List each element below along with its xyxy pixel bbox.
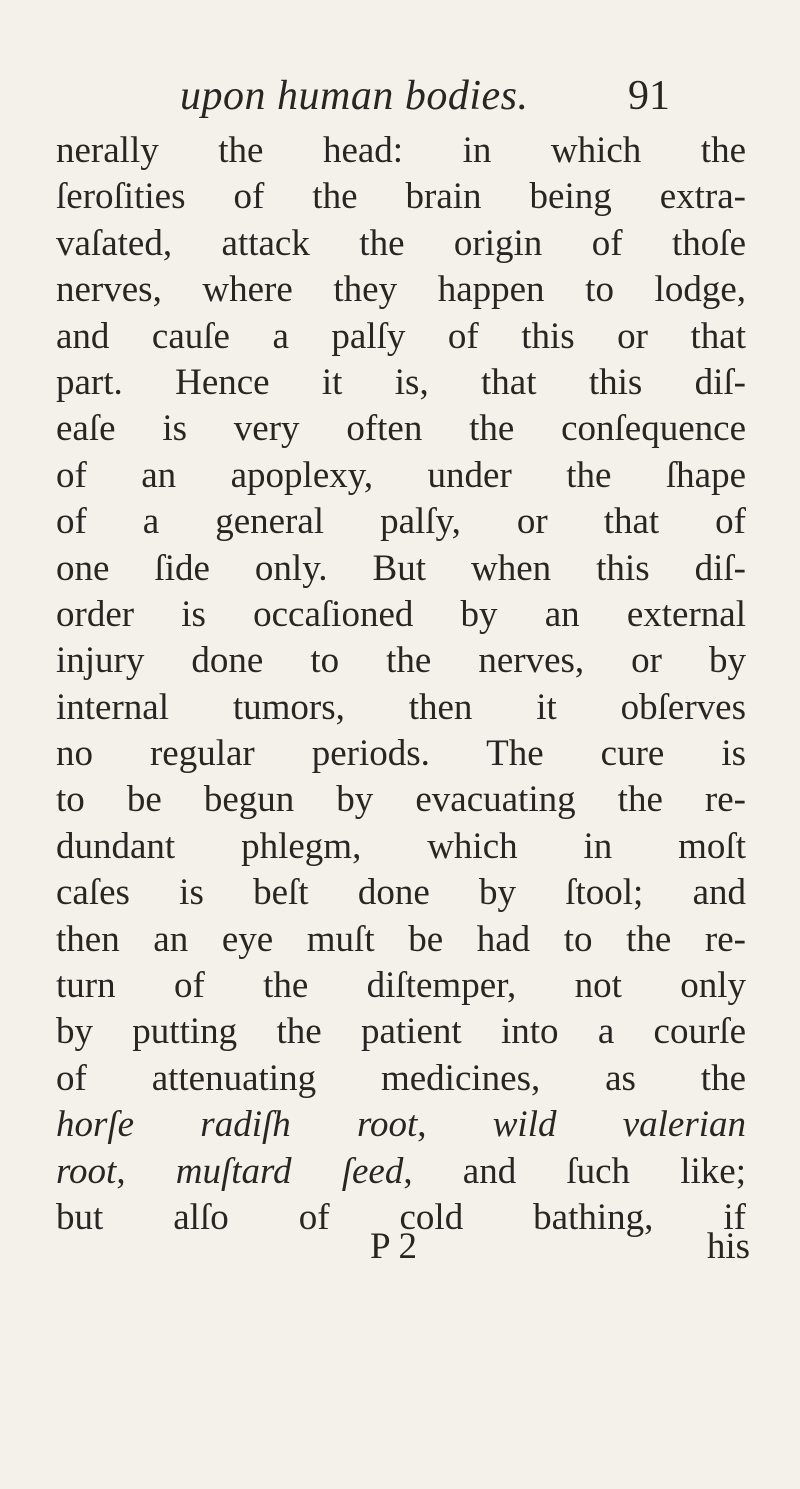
text-line: but alſo of cold bathing, if xyxy=(56,1196,746,1238)
text-line: and cauſe a palſy of this or that xyxy=(56,315,746,357)
italic-term: root xyxy=(56,1150,117,1192)
text-line: nerves, where they happen to lodge, xyxy=(56,269,746,311)
text-line: to be begun by evacuating the re- xyxy=(56,779,746,821)
signature-mark: P 2 xyxy=(370,1226,417,1267)
text-line: turn of the diſtemper, not only xyxy=(56,965,746,1007)
page-footer xyxy=(370,1224,750,1270)
text-line: one ſide only. But when this diſ- xyxy=(56,547,746,589)
text-line: internal tumors, then it obſerves xyxy=(56,686,746,728)
separator: , xyxy=(417,1104,493,1146)
text-run: , and ſuch like; xyxy=(403,1150,746,1192)
page-number: 91 xyxy=(628,73,670,119)
catchword: his xyxy=(706,1226,750,1267)
text-line: eaſe is very often the conſequence xyxy=(56,408,746,450)
separator: , xyxy=(116,1150,176,1192)
text-line: of attenuating medicines, as the xyxy=(56,1057,746,1099)
text-line: of an apoplexy, under the ſhape xyxy=(56,454,746,496)
text-line: then an eye muſt be had to the re- xyxy=(56,918,746,960)
running-head xyxy=(180,70,670,122)
running-title: upon human bodies. xyxy=(180,73,529,119)
text-line: injury done to the nerves, or by xyxy=(56,640,746,682)
italic-term: muſtard ſeed xyxy=(175,1150,404,1192)
text-line: vaſated, attack the origin of thoſe xyxy=(56,222,746,264)
text-line: of a general palſy, or that of xyxy=(56,501,746,543)
text-line: order is occaſioned by an external xyxy=(56,593,746,635)
text-line: dundant phlegm, which in moſt xyxy=(56,825,746,867)
italic-term: wild valerian xyxy=(492,1104,746,1146)
text-line: ſeroſities of the brain being extra- xyxy=(56,176,746,218)
italic-term: horſe radiſh root xyxy=(56,1104,418,1146)
text-line-mixed xyxy=(56,1102,746,1148)
text-line: caſes is beſt done by ſtool; and xyxy=(56,872,746,914)
text-line: nerally the head: in which the xyxy=(56,130,746,171)
body-text xyxy=(56,128,746,1241)
text-line-mixed xyxy=(56,1149,746,1195)
text-line: part. Hence it is, that this diſ- xyxy=(56,361,746,403)
text-line: no regular periods. The cure is xyxy=(56,733,746,775)
text-line: by putting the patient into a courſe xyxy=(56,1011,746,1053)
